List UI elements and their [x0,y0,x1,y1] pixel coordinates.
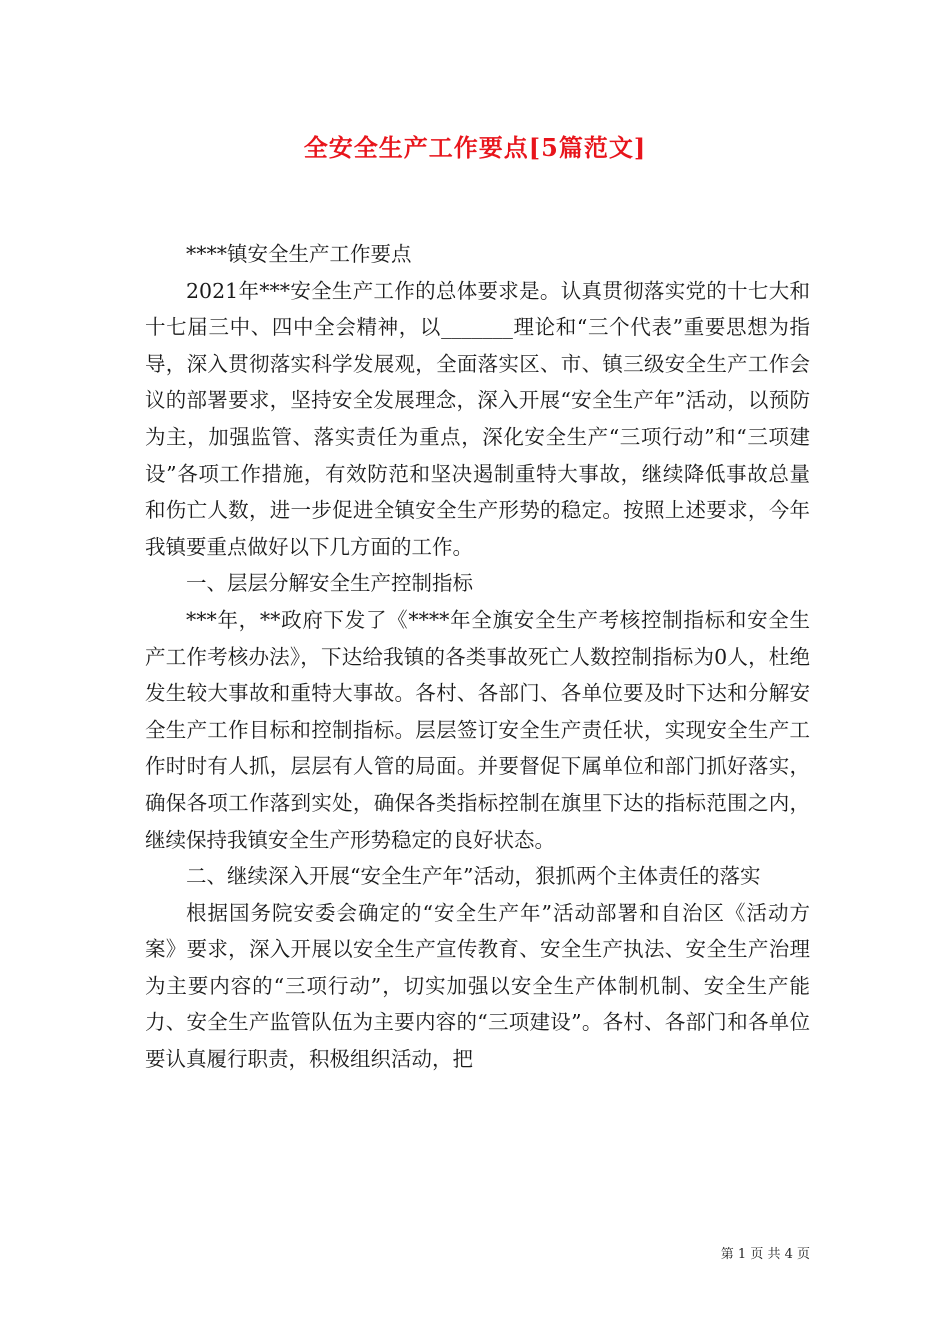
paragraph-control-indicators: ***年，**政府下发了《****年全旗安全生产考核控制指标和安全生产工作考核办法》，下达给我镇的各类事故死亡人数控制指标为0人，杜绝发生较大事故和重特大事故。各村、各部门、各单位要及时下达和分解安全生产工作目标和控制指标。层层签订安全生产责任状，实现安全生产工作时时有人抓，层层有人管的局面。并要督促下属单位和部门抓好落实，确保各项工作落到实处，确保各类指标控制在旗里下达的指标范围之内，继续保持我镇安全生产形势稳定的良好状态。 [145,607,810,852]
section-heading-2: 二、继续深入开展“安全生产年”活动，狠抓两个主体责任的落实 [186,864,761,889]
document-title: 全安全生产工作要点[5篇范文] [303,133,647,162]
section-heading-1: 一、层层分解安全生产控制指标 [186,571,473,596]
section-heading-town: ****镇安全生产工作要点 [186,242,412,266]
page-number: 第 1 页 共 4 页 [720,1247,810,1262]
paragraph-overall-requirements: 2021年***安全生产工作的总体要求是。认真贯彻落实党的十七大和十七届三中、四中全会精神，以_______理论和“三个代表”重要思想为指导，深入贯彻落实科学发展观，全面落实区、市、镇三级安全生产工作会议的部署要求，坚持安全发展理念，深入开展“安全生产年”活动，以预防为主，加强监管、落实责任为重点，深化安全生产“三项行动”和“三项建设”各项工作措施，有效防范和坚决遏制重特大事故，继续降低事故总量和伤亡人数，进一步促进全镇安全生产形势的稳定。按照上述要求，今年我镇要重点做好以下几方面的工作。 [145,278,810,559]
paragraph-safety-year-activity: 根据国务院安委会确定的“安全生产年”活动部署和自治区《活动方案》要求，深入开展以安全生产宣传教育、安全生产执法、安全生产治理为主要内容的“三项行动”，切实加强以安全生产体制机制、安全生产能力、安全生产监管队伍为主要内容的“三项建设”。各村、各部门和各单位要认真履行职责，积极组织活动，把 [145,900,810,1072]
document-body [145,236,810,1078]
